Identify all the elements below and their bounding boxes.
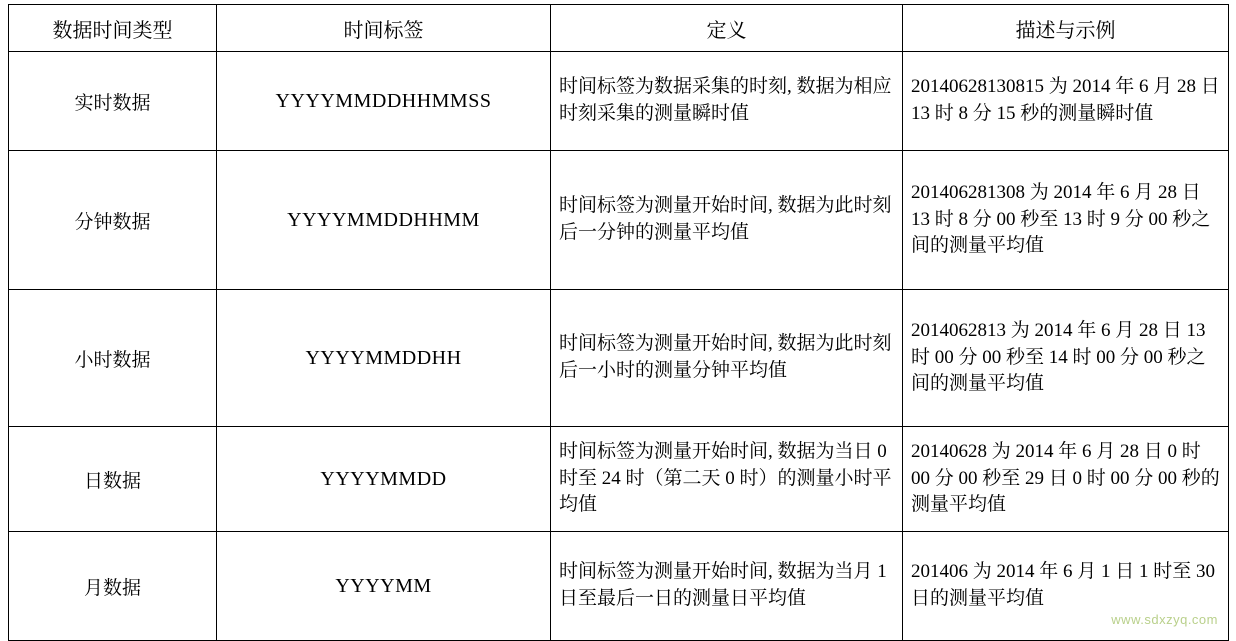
watermark-text: www.sdxzyq.com: [1111, 612, 1218, 627]
cell-definition: 时间标签为数据采集的时刻, 数据为相应时刻采集的测量瞬时值: [551, 52, 903, 151]
column-header-data-time-type: 数据时间类型: [9, 5, 217, 52]
cell-definition: 时间标签为测量开始时间, 数据为此时刻后一小时的测量分钟平均值: [551, 290, 903, 427]
data-time-type-table-container: [8, 4, 1228, 641]
column-header-time-tag: 时间标签: [217, 5, 551, 52]
cell-description: 201406 为 2014 年 6 月 1 日 1 时至 30 日的测量平均值: [903, 532, 1229, 641]
cell-description: 20140628 为 2014 年 6 月 28 日 0 时 00 分 00 秒至 29 日 0 时 00 分 00 秒的测量平均值: [903, 427, 1229, 532]
table-row: [9, 151, 1229, 290]
cell-time-tag: YYYYMMDDHHMMSS: [217, 52, 551, 151]
cell-data-time-type: 日数据: [9, 427, 217, 532]
column-header-definition: 定义: [551, 5, 903, 52]
table-row: [9, 532, 1229, 641]
cell-data-time-type: 分钟数据: [9, 151, 217, 290]
column-header-description: 描述与示例: [903, 5, 1229, 52]
table-body: [9, 52, 1229, 641]
table-row: [9, 290, 1229, 427]
cell-description: 2014062813 为 2014 年 6 月 28 日 13 时 00 分 00 秒至 14 时 00 分 00 秒之间的测量平均值: [903, 290, 1229, 427]
cell-definition: 时间标签为测量开始时间, 数据为此时刻后一分钟的测量平均值: [551, 151, 903, 290]
table-header-row: [9, 5, 1229, 52]
cell-definition: 时间标签为测量开始时间, 数据为当月 1 日至最后一日的测量日平均值: [551, 532, 903, 641]
data-time-type-table: [8, 4, 1229, 641]
table-header: [9, 5, 1229, 52]
cell-time-tag: YYYYMMDDHHMM: [217, 151, 551, 290]
cell-data-time-type: 月数据: [9, 532, 217, 641]
table-row: [9, 52, 1229, 151]
cell-data-time-type: 实时数据: [9, 52, 217, 151]
table-row: [9, 427, 1229, 532]
cell-data-time-type: 小时数据: [9, 290, 217, 427]
cell-description: 20140628130815 为 2014 年 6 月 28 日 13 时 8 分 15 秒的测量瞬时值: [903, 52, 1229, 151]
cell-time-tag: YYYYMMDD: [217, 427, 551, 532]
cell-time-tag: YYYYMM: [217, 532, 551, 641]
cell-definition: 时间标签为测量开始时间, 数据为当日 0 时至 24 时（第二天 0 时）的测量小时平均值: [551, 427, 903, 532]
cell-description: 201406281308 为 2014 年 6 月 28 日 13 时 8 分 00 秒至 13 时 9 分 00 秒之间的测量平均值: [903, 151, 1229, 290]
cell-time-tag: YYYYMMDDHH: [217, 290, 551, 427]
